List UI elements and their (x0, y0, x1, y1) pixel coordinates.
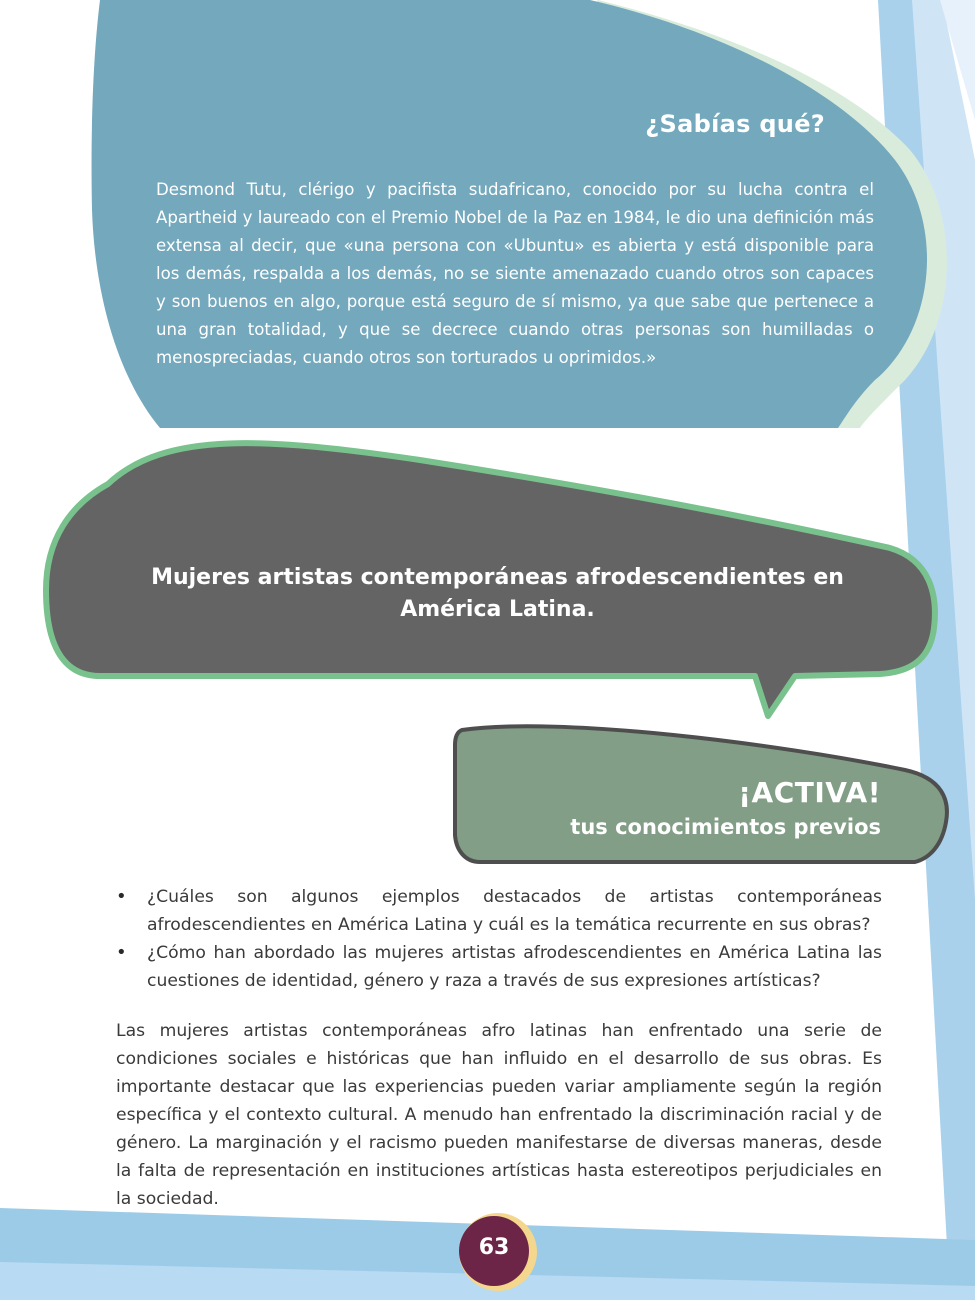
bullet-icon: • (116, 886, 127, 907)
question-text: ¿Cuáles son algunos ejemplos destacados de artistas contemporáneas afrodescendientes en América Latina y cuál es la temática recurrente en sus obras? (147, 887, 882, 935)
activa-title: ¡ACTIVA! (738, 776, 881, 809)
question-item (116, 883, 882, 939)
question-list (116, 883, 882, 995)
bullet-icon: • (116, 942, 127, 963)
body-paragraph: Las mujeres artistas contemporáneas afro latinas han enfrentado una serie de condiciones sociales e históricas que han influido en el desarrollo de sus obras. Es importante destacar que las experiencias pueden variar ampliamente según la región específica y el contexto cultural. A menudo han enfrentado la discriminación racial y de género. La marginación y el racismo pueden manifestarse de diversas maneras, desde la falta de representación en instituciones artísticas hasta estereotipos perjudiciales en la sociedad. (116, 1021, 882, 1209)
topic-title: Mujeres artistas contemporáneas afrodescendientes en América Latina. (151, 565, 844, 622)
page-number: 63 (478, 1235, 510, 1260)
sabias-text: Desmond Tutu, clérigo y pacifista sudafricano, conocido por su lucha contra el Apartheid y laureado con el Premio Nobel de la Paz en 1984, le dio una definición más extensa al decir, que «una persona con «Ubuntu» es abierta y está disponible para los demás, respalda a los demás, no se siente amenazado cuando otros son capaces y son buenos en algo, porque está seguro de sí mismo, ya que sabe que pertenece a una gran totalidad, y que se decrece cuando otras personas son humilladas o menospreciadas, cuando otros son torturados u oprimidos.» (156, 180, 874, 367)
question-item (116, 939, 882, 995)
question-text: ¿Cómo han abordado las mujeres artistas afrodescendientes en América Latina las cuestiones de identidad, género y raza a través de sus expresiones artísticas? (147, 943, 882, 991)
activa-subtitle: tus conocimientos previos (570, 815, 881, 839)
sabias-title: ¿Sabías qué? (645, 110, 825, 138)
